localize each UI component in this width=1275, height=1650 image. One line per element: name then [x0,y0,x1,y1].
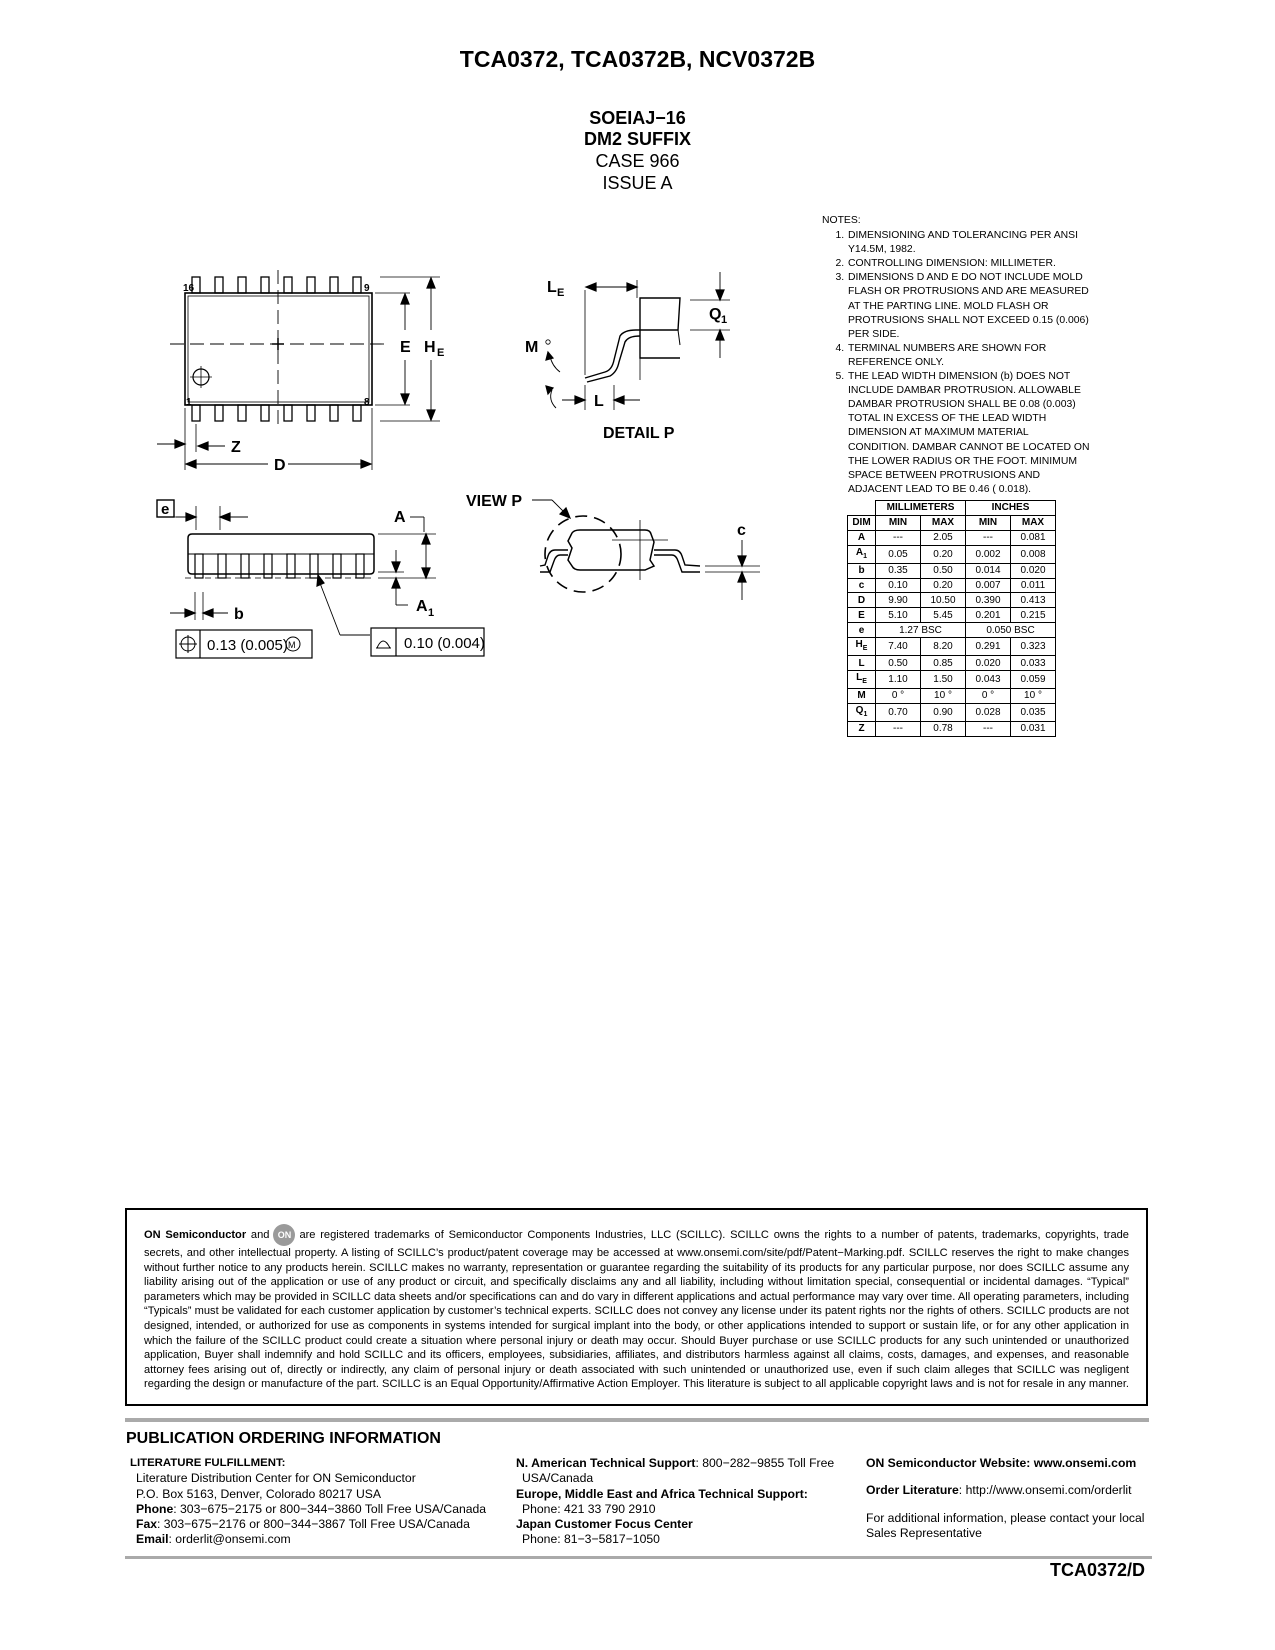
table-row [848,578,1056,593]
detail-p-lead [585,298,680,378]
table-cell: 0.059 [1011,671,1056,689]
detail-p-label: DETAIL P [603,425,675,442]
table-cell: 0.201 [966,608,1011,623]
note-item: 2. CONTROLLING DIMENSION: MILLIMETER. [847,257,1092,271]
svg-text:1: 1 [428,607,435,619]
literature-fulfillment: LITERATURE FULFILLMENT: Literature Distribution Center for ON Semiconductor P.O. Box 5163, Denver, Colorado 80217 USA Phone: 303−675−2175 or 800−344−3860 Toll Free USA/Canada Fax: 303−675−2176 or 800−344−3867 Toll Free USA/Canada Email: orderlit@onsemi.com [130,1457,487,1547]
top-leads [192,277,361,293]
table-row [848,545,1056,563]
table-cell-dim: L [848,656,876,671]
package-name: SOEIAJ−16 [589,108,686,128]
table-cell: 0.033 [1011,656,1056,671]
pin8-label: 8 [364,397,370,408]
table-row [848,623,1056,638]
table-cell: 0.70 [876,703,921,721]
table-cell: 10 ° [921,689,966,704]
table-cell: --- [966,530,1011,545]
table-cell: 0.78 [921,721,966,736]
dim-A1-label: A [416,598,428,615]
divider [125,1418,1149,1422]
package-suffix: DM2 SUFFIX [583,129,691,149]
table-cell: 9.90 [876,593,921,608]
note-item: 4. TERMINAL NUMBERS ARE SHOWN FOR REFERENCE ONLY. [847,342,1092,370]
pin1-label: 1 [186,397,192,408]
view-p-circle [545,516,621,592]
table-cell: 0 ° [876,689,921,704]
table-cell: 0.50 [921,563,966,578]
table-cell: 5.45 [921,608,966,623]
svg-text:M: M [288,640,296,650]
table-cell-dim: $H_E$ [848,638,876,656]
table-cell: 0.85 [921,656,966,671]
table-cell: 0.05 [876,545,921,563]
on-logo-icon: ON [273,1224,295,1246]
table-cell-dim: $L_E$ [848,671,876,689]
table-cell: 0.390 [966,593,1011,608]
svg-text:E: E [557,287,565,299]
dim-E-label: E [400,339,411,356]
table-cell: 0.008 [1011,545,1056,563]
table-col-min-in: MIN [966,515,1011,530]
table-cell-dim: D [848,593,876,608]
dim-L-label: L [594,393,604,410]
website-info: ON Semiconductor Website: www.onsemi.com Order Literature: http://www.onsemi.com/orderlit For additional information, please contact your local Sales Representative [866,1456,1145,1540]
table-row [848,689,1056,704]
document-number: TCA0372/D [1049,1560,1145,1580]
table-row [848,608,1056,623]
table-cell: 0.35 [876,563,921,578]
table-cell: 1.50 [921,671,966,689]
dim-D-label: D [274,457,286,474]
table-cell: 0.028 [966,703,1011,721]
dim-M-label: M [525,339,539,356]
table-cell: 0.011 [1011,578,1056,593]
table-cell-dim: c [848,578,876,593]
table-cell: 0.020 [966,656,1011,671]
table-cell: 0.323 [1011,638,1056,656]
table-row [848,593,1056,608]
dimensions-table [847,500,1056,737]
dim-LE-label: L [547,279,557,296]
dim-c-label: c [737,522,746,539]
table-cell: 5.10 [876,608,921,623]
dim-Z-label: Z [231,439,241,456]
flatness-tolerance-frame [371,628,485,656]
table-row [848,530,1056,545]
package-issue: ISSUE A [602,173,673,193]
table-cell-dim: A [848,530,876,545]
order-literature-link[interactable]: : http://www.onsemi.com/orderlit [958,1483,1132,1498]
table-row [848,638,1056,656]
table-cell: 0 ° [966,689,1011,704]
table-col-max-mm: MAX [921,515,966,530]
table-cell: 0.043 [966,671,1011,689]
table-cell: 0.20 [921,545,966,563]
pin16-label: 16 [183,283,195,294]
svg-text:0.10 (0.004): 0.10 (0.004) [404,635,485,652]
bottom-leads [192,405,361,421]
table-cell: 8.20 [921,638,966,656]
table-cell-dim: E [848,608,876,623]
package-outline-drawing [0,0,810,680]
table-col-dim: DIM [848,515,876,530]
table-cell: 2.05 [921,530,966,545]
table-cell: 0.081 [1011,530,1056,545]
svg-text:0.13 (0.005): 0.13 (0.005) [207,637,288,654]
note-item: 1. DIMENSIONING AND TOLERANCING PER ANSI Y14.5M, 1982. [847,229,1092,257]
table-cell-dim: b [848,563,876,578]
table-cell: 0.002 [966,545,1011,563]
table-cell: 0.215 [1011,608,1056,623]
view-p-label: VIEW P [466,493,523,510]
table-col-max-in: MAX [1011,515,1056,530]
table-cell: 0.291 [966,638,1011,656]
svg-text:1: 1 [721,314,728,326]
table-cell: 7.40 [876,638,921,656]
table-cell: 1.27 BSC [876,623,966,638]
notes-section [822,214,1092,497]
divider [125,1556,1152,1559]
note-item: 5. THE LEAD WIDTH DIMENSION (b) DOES NOT INCLUDE DAMBAR PROTRUSION. ALLOWABLE DAMBAR PROTRUSION SHALL BE 0.08 (0.003) TOTAL IN EXCESS OF THE LEAD WIDTH DIMENSION AT MAXIMUM MATERIAL CONDITION. DAMBAR CANNOT BE LOCATED ON THE LOWER RADIUS OR THE FOOT. MINIMUM SPACE BETWEEN PROTRUSIONS AND ADJACENT LEAD TO BE 0.46 ( 0.018). [847,370,1092,497]
note-item: 3. DIMENSIONS D AND E DO NOT INCLUDE MOLD FLASH OR PROTRUSIONS AND ARE MEASURED AT THE PARTING LINE. MOLD FLASH OR PROTRUSIONS SHALL NOT EXCEED 0.15 (0.006) PER SIDE. [847,271,1092,341]
table-cell: 0.413 [1011,593,1056,608]
table-cell: 0.90 [921,703,966,721]
svg-text:E: E [437,347,445,359]
table-group-in: INCHES [966,501,1056,516]
legal-disclaimer: ON Semiconductor and ON are registered trademarks of Semiconductor Components Industries, LLC (SCILLC). SCILLC owns the rights to a number of patents, trademarks, copyrights, trade secrets, and other intellectual property. A listing of SCILLC’s product/patent coverage may be accessed at www.onsemi.com/site/pdf/Patent−Marking.pdf. SCILLC reserves the right to make changes without further notice to any products herein. SCILLC makes no warranty, representation or guarantee regarding the suitability of its products for any particular purpose, nor does SCILLC assume any liability arising out of the application or use of any product or circuit, and specifically disclaims any and all liability, including without limitation special, consequential or incidental damages. “Typical” parameters which may be provided in SCILLC data sheets and/or specifications can and do vary in different applications and actual performance may vary over time. All operating parameters, including “Typicals” must be validated for each customer application by customer’s technical experts. SCILLC does not convey any license under its patent rights nor the rights of others. SCILLC products are not designed, intended, or authorized for use as components in systems intended for surgical implant into the body, or other applications intended to support or sustain life, or for any other application in which the failure of the SCILLC product could create a situation where personal injury or death may occur. Should Buyer purchase or use SCILLC products for any such unintended or unauthorized application, Buyer shall indemnify and hold SCILLC and its officers, employees, subsidiaries, affiliates, and distributors harmless against all claims, costs, damages, and expenses, and reasonable attorney fees arising out of, directly or indirectly, any claim of personal injury or death associated with such unintended or unauthorized use, even if such claim alleges that SCILLC was negligent regarding the design or manufacture of the part. SCILLC is an Equal Opportunity/Affirmative Action Employer. This literature is subject to all applicable copyright laws and is not for resale in any manner. [125,1208,1148,1406]
table-cell: 0.020 [1011,563,1056,578]
table-cell-dim: $Q_1$ [848,703,876,721]
table-col-min-mm: MIN [876,515,921,530]
table-row [848,721,1056,736]
table-cell: 0.50 [876,656,921,671]
table-cell: 0.014 [966,563,1011,578]
table-row [848,563,1056,578]
table-row [848,703,1056,721]
notes-heading: NOTES: [822,215,861,226]
table-cell: 10.50 [921,593,966,608]
table-cell: 1.10 [876,671,921,689]
disclaimer-text: are registered trademarks of Semiconductor Components Industries, LLC (SCILLC). SCILLC owns the rights to a number of patents, trademarks, copyrights, trade secrets, and other intellectual property. A listing of SCILLC’s product/patent coverage may be accessed at www.onsemi.com/site/pdf/Patent−Marking.pdf. SCILLC reserves the right to make changes without further notice to any products herein. SCILLC makes no warranty, representation or guarantee regarding the suitability of its products for any particular purpose, nor does SCILLC assume any liability arising out of the application or use of any product or circuit, and specifically disclaims any and all liability, including without limitation special, consequential or incidental damages. “Typical” parameters which may be provided in SCILLC data sheets and/or specifications can and do vary in different applications and actual performance may vary over time. All operating parameters, including “Typicals” must be validated for each customer application by customer’s technical experts. SCILLC does not convey any license under its patent rights nor the rights of others. SCILLC products are not designed, intended, or authorized for use as components in systems intended for surgical implant into the body, or other applications intended to support or sustain life, or for any other application in which the failure of the SCILLC product could create a situation where personal injury or death may occur. Should Buyer purchase or use SCILLC products for any such unintended or unauthorized application, Buyer shall indemnify and hold SCILLC and its officers, employees, subsidiaries, affiliates, and distributors harmless against all claims, costs, damages, and expenses, and reasonable attorney fees arising out of, directly or indirectly, any claim of personal injury or death associated with such unintended or unauthorized use, even if such claim alleges that SCILLC was negligent regarding the design or manufacture of the part. SCILLC is an Equal Opportunity/Affirmative Action Employer. This literature is subject to all applicable copyright laws and is not for resale in any manner. [144,1228,1129,1391]
table-cell: 0.007 [966,578,1011,593]
package-case: CASE 966 [595,151,680,171]
technical-support: N. American Technical Support: 800−282−9855 Toll Free USA/Canada Europe, Middle East and Africa Technical Support: Phone: 421 33 790 2910 Japan Customer Focus Center Phone: 81−3−5817−1050 [516,1456,835,1547]
table-cell-dim: M [848,689,876,704]
view-p-body [568,530,654,570]
dim-Q1-label: Q [709,306,722,323]
table-cell: 0.10 [876,578,921,593]
dim-HE-label: H [424,339,436,356]
table-row [848,671,1056,689]
table-group-mm: MILLIMETERS [876,501,966,516]
table-cell: 0.050 BSC [966,623,1056,638]
table-row [848,656,1056,671]
table-cell: --- [876,530,921,545]
table-cell-dim: Z [848,721,876,736]
table-cell-dim: e [848,623,876,638]
table-cell: 10 ° [1011,689,1056,704]
pin9-label: 9 [364,283,370,294]
dim-e-label: e [161,501,170,518]
publication-heading: PUBLICATION ORDERING INFORMATION [126,1430,441,1447]
table-cell: 0.035 [1011,703,1056,721]
position-tolerance-frame [176,630,312,658]
table-cell-dim: $A_1$ [848,545,876,563]
table-cell: --- [966,721,1011,736]
table-cell: 0.031 [1011,721,1056,736]
website-link[interactable]: www.onsemi.com [1033,1456,1137,1470]
dim-b-label: b [234,606,244,623]
table-cell: --- [876,721,921,736]
page-title: TCA0372, TCA0372B, NCV0372B [459,46,816,72]
dim-A-label: A [394,509,406,526]
table-cell: 0.20 [921,578,966,593]
